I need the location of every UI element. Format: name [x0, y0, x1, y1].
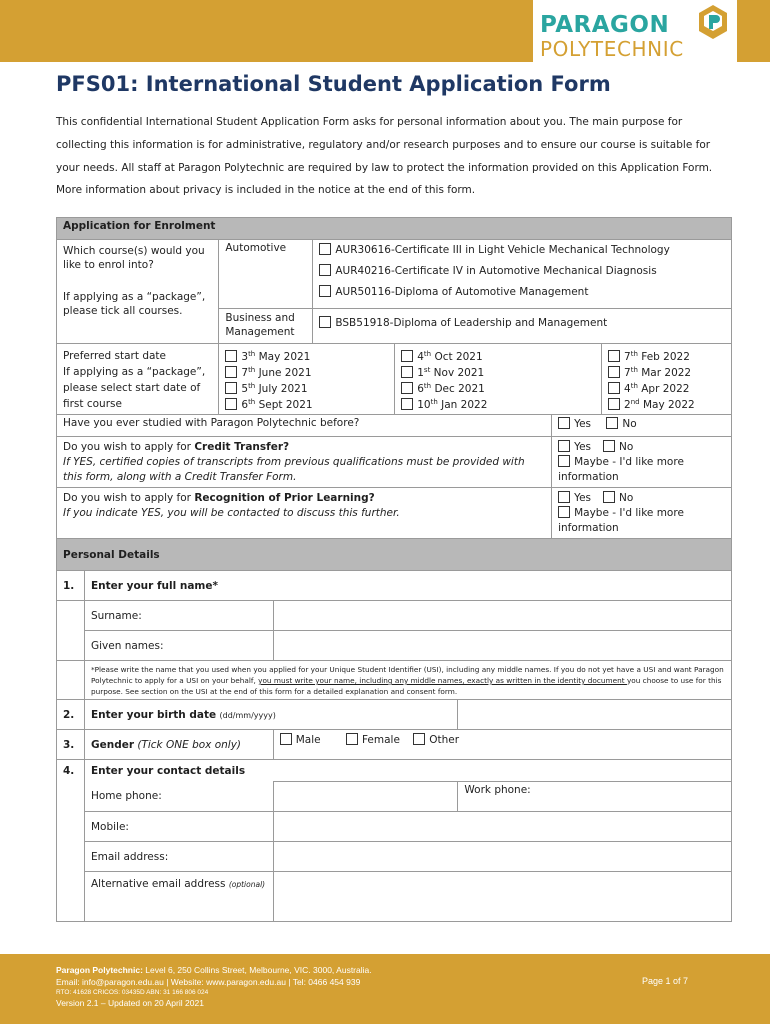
credit-transfer-note: If YES, certified copies of transcripts from previous qualifications must be provided with this form, along with a Credit Transfer Form.: [63, 456, 525, 483]
start-date-option[interactable]: 4th Apr 2022: [608, 378, 725, 394]
start-date-option[interactable]: 3th May 2021: [225, 346, 388, 362]
start-date-option[interactable]: 5th July 2021: [225, 378, 388, 394]
course-question-cell: [57, 240, 219, 344]
checkbox[interactable]: [401, 350, 413, 362]
rpl-cell: Do you wish to apply for Recognition of Prior Learning? If you indicate YES, you will be contacted to discuss this further.: [57, 488, 552, 539]
birth-date-label: Enter your birth date (dd/mm/yyyy): [84, 700, 457, 730]
checkbox[interactable]: [225, 398, 237, 410]
mobile-input[interactable]: [273, 812, 731, 842]
checkbox[interactable]: [319, 316, 331, 328]
start-date-option[interactable]: 6th Sept 2021: [225, 394, 388, 410]
no-option[interactable]: No: [603, 492, 633, 504]
start-date-option[interactable]: 2nd May 2022: [608, 394, 725, 410]
checkbox[interactable]: [558, 417, 570, 429]
checkbox[interactable]: [319, 264, 331, 276]
checkbox[interactable]: [603, 491, 615, 503]
yes-option[interactable]: Yes: [558, 418, 591, 430]
gender-other[interactable]: Other: [413, 734, 459, 746]
checkbox[interactable]: [401, 398, 413, 410]
footer-ids: RTO: 41628 CRICOS: 03435D ABN: 31 166 806 024: [56, 989, 209, 996]
birth-date-input[interactable]: [458, 700, 732, 730]
logo-text-primary: PARAGON: [540, 12, 670, 38]
checkbox[interactable]: [558, 455, 570, 467]
start-date-option[interactable]: 4th Oct 2021: [401, 346, 595, 362]
no-option[interactable]: No: [603, 441, 633, 453]
automotive-row: [219, 240, 732, 309]
mobile-label: Mobile:: [84, 812, 273, 842]
credit-transfer-cell: Do you wish to apply for Credit Transfer? If YES, certified copies of transcripts from previous qualifications must be provided with this form, along with a Credit Transfer Form.: [57, 437, 552, 488]
no-option[interactable]: No: [606, 418, 636, 430]
logo-mark-icon: [697, 4, 729, 40]
start-date-option[interactable]: 1st Nov 2021: [401, 362, 595, 378]
studied-answers: [552, 415, 732, 437]
enrolment-table: [56, 217, 732, 539]
start-date-option[interactable]: 6th Dec 2021: [401, 378, 595, 394]
start-date-option[interactable]: 10th Jan 2022: [401, 394, 595, 410]
checkbox[interactable]: [608, 350, 620, 362]
checkbox[interactable]: [319, 243, 331, 255]
rpl-note: If you indicate YES, you will be contacted to discuss this further.: [63, 507, 400, 519]
footer: Paragon Polytechnic: Level 6, 250 Collins Street, Melbourne, VIC. 3000, Australia. Email: info@paragon.edu.au | Website: www.paragon.edu.au | Tel: 0466 454 939 RTO: 41628 CRICOS: 03435D ABN: 31 166 806 024 Version 2.1 – Updated on 20 April 2021 Page 1 of 7: [0, 954, 770, 1024]
course-option[interactable]: AUR30616-Certificate III in Light Vehicle Mechanical Technology: [319, 240, 669, 261]
course-option[interactable]: AUR40216-Certificate IV in Automotive Mechanical Diagnosis: [319, 261, 669, 282]
given-names-input[interactable]: [273, 631, 731, 661]
checkbox[interactable]: [413, 733, 425, 745]
course-option[interactable]: BSB51918-Diploma of Leadership and Management: [319, 313, 607, 334]
surname-label: Surname:: [84, 601, 273, 631]
dates-col-3: [602, 344, 732, 415]
alt-email-input[interactable]: [273, 872, 731, 922]
surname-input[interactable]: [273, 601, 731, 631]
checkbox[interactable]: [608, 366, 620, 378]
checkbox[interactable]: [558, 440, 570, 452]
checkbox[interactable]: [401, 366, 413, 378]
checkbox[interactable]: [606, 417, 618, 429]
intro-paragraph: This confidential International Student Application Form asks for personal information about you. The main purpose for collecting this information is for administrative, regulatory and/or research purposes and to ensure our course is suitable for your needs. All staff at Paragon Polytechnic are required by law to protect the information provided on this Application Form. More information about privacy is included in the notice at the end of this form.: [56, 116, 713, 197]
work-phone-field[interactable]: [458, 782, 732, 812]
checkbox[interactable]: [558, 506, 570, 518]
package-note: If applying as a “package”, please tick all courses.: [63, 291, 206, 317]
page-number: Page 1 of 7: [642, 976, 689, 986]
gender-label: Gender (Tick ONE box only): [84, 730, 273, 760]
rpl-label: Recognition of Prior Learning?: [194, 492, 375, 504]
gender-options: [273, 730, 731, 760]
dates-col-1: [219, 344, 395, 415]
checkbox[interactable]: [608, 382, 620, 394]
full-name-label: Enter your full name*: [84, 571, 731, 601]
yes-option[interactable]: Yes: [558, 492, 591, 504]
yes-option[interactable]: Yes: [558, 441, 591, 453]
dates-col-2: [395, 344, 602, 415]
credit-transfer-answers: [552, 437, 732, 488]
business-row: [219, 309, 732, 344]
checkbox[interactable]: [603, 440, 615, 452]
email-label: Email address:: [84, 842, 273, 872]
start-date-option[interactable]: 7th June 2021: [225, 362, 388, 378]
checkbox[interactable]: [225, 382, 237, 394]
maybe-option[interactable]: Maybe - I'd like more information: [558, 456, 684, 483]
checkbox[interactable]: [608, 398, 620, 410]
start-date-label: Preferred start date: [63, 350, 167, 362]
checkbox[interactable]: [558, 491, 570, 503]
home-phone-label: Home phone:: [84, 782, 273, 812]
maybe-option[interactable]: Maybe - I'd like more information: [558, 507, 684, 534]
checkbox[interactable]: [401, 382, 413, 394]
home-phone-input[interactable]: [273, 782, 458, 812]
gender-male[interactable]: Male: [280, 734, 321, 746]
alt-email-label: Alternative email address (optional): [84, 872, 273, 922]
credit-transfer-label: Credit Transfer?: [194, 441, 290, 453]
checkbox[interactable]: [346, 733, 358, 745]
checkbox[interactable]: [225, 350, 237, 362]
logo-text-secondary: POLYTECHNIC: [540, 37, 684, 61]
start-date-option[interactable]: 7th Feb 2022: [608, 346, 725, 362]
studied-question: Have you ever studied with Paragon Polytechnic before?: [57, 415, 552, 437]
checkbox[interactable]: [319, 285, 331, 297]
course-option[interactable]: AUR50116-Diploma of Automotive Management: [319, 282, 669, 303]
page-title: PFS01: International Student Application Form: [56, 72, 611, 96]
course-question: Which course(s) would you like to enrol into?: [63, 245, 205, 271]
personal-details-table: Personal Details 1. Enter your full name* Surname: Given names: *Please write the name that you used when you applied for your Unique Student Identifier (USI), including any middle names. If you do not yet have a USI and want Paragon Polytechnic to apply for a USI on your behalf, you must write your name, including any middle names, exactly as written in the identity document you choose to use for this purpose. See section on the USI at the end of this form for a detailed explanation and consent form. 2. Enter your birth date (dd/mm/yyyy) 3. Gender (Tick ONE box only) Male Female Other 4. Enter your contact details Home phone: Work phone: Mobile: Email address: Alternative email address (optional): [56, 538, 732, 922]
checkbox[interactable]: [280, 733, 292, 745]
given-names-label: Given names:: [84, 631, 273, 661]
enrolment-heading: Application for Enrolment: [57, 218, 732, 240]
start-date-option[interactable]: 7th Mar 2022: [608, 362, 725, 378]
automotive-label: Automotive: [219, 240, 313, 308]
footer-version: Version 2.1 – Updated on 20 April 2021: [56, 998, 204, 1008]
rpl-answers: [552, 488, 732, 539]
start-date-label-cell: Preferred start date If applying as a “package”, please select start date of first course: [57, 344, 219, 415]
usi-note: *Please write the name that you used when you applied for your Unique Student Identifier (USI), including any middle names. If you do not yet have a USI and want Paragon Polytechnic to apply for a USI on your behalf, you must write your name, including any middle names, exactly as written in the identity document you choose to use for this purpose. See section on the USI at the end of this form for a detailed explanation and consent form.: [84, 661, 731, 700]
email-input[interactable]: [273, 842, 731, 872]
personal-heading: Personal Details: [57, 539, 732, 571]
contact-details-label: Enter your contact details: [84, 760, 731, 782]
business-label: Business and Management: [219, 309, 313, 343]
gender-female[interactable]: Female: [346, 734, 400, 746]
footer-contact: Email: info@paragon.edu.au | Website: www.paragon.edu.au | Tel: 0466 454 939: [56, 977, 361, 987]
work-phone-label: Work phone:: [464, 784, 531, 796]
checkbox[interactable]: [225, 366, 237, 378]
